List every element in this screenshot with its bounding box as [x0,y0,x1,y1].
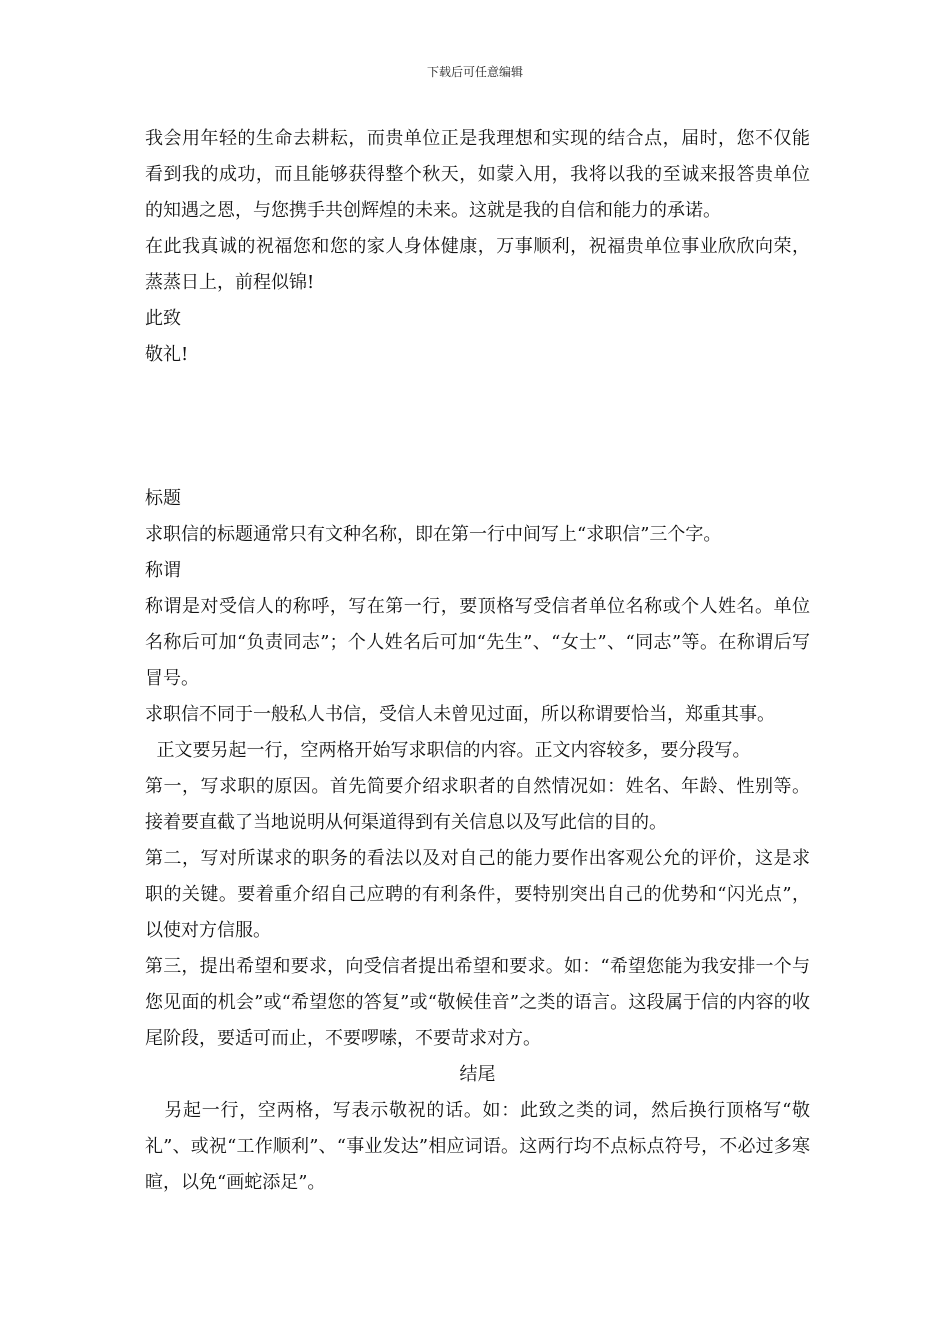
letter-paragraph: 我会用年轻的生命去耕耘，而贵单位正是我理想和实现的结合点，届时，您不仅能看到我的成功，而且能够获得整个秋天，如蒙入用，我将以我的至诚来报答贵单位的知遇之恩，与您携手共创辉煌的未来。这就是我的自信和能力的承诺。 [145,128,810,221]
page-header: 下载后可任意编辑 [426,65,523,79]
guide-paragraph: 求职信的标题通常只有文种名称，即在第一行中间写上“求职信”三个字。 [145,524,722,545]
guide-paragraph: 第二，写对所谋求的职务的看法以及对自己的能力要作出客观公允的评价，这是求职的关键。要着重介绍自己应聘的有利条件，要特别突出自己的优势和“闪光点”，以使对方信服。 [145,848,810,941]
section-heading-title: 标题 [145,488,181,509]
guide-paragraph: 第三，提出希望和要求，向受信者提出希望和要求。如：“希望您能为我安排一个与您见面的机会”或“希望您的答复”或“敬候佳音”之类的语言。这段属于信的内容的收尾阶段，要适可而止，不要啰嗦，不要苛求对方。 [145,956,810,1049]
letter-paragraph: 在此我真诚的祝福您和您的家人身体健康，万事顺利，祝福贵单位事业欣欣向荣，蒸蒸日上，前程似锦! [145,236,810,293]
writing-guide-section [145,481,810,1201]
letter-regards: 敬礼! [145,344,189,365]
section-heading-salutation: 称谓 [145,560,181,581]
guide-paragraph: 正文要另起一行，空两格开始写求职信的内容。正文内容较多，要分段写。 [145,740,751,761]
letter-closing-section [145,121,810,481]
guide-paragraph: 求职信不同于一般私人书信，受信人未曾见过面，所以称谓要恰当，郑重其事。 [145,704,775,725]
guide-paragraph: 称谓是对受信人的称呼，写在第一行，要顶格写受信者单位名称或个人姓名。单位名称后可加“负责同志”；个人姓名后可加“先生”、“女士”、“同志”等。在称谓后写冒号。 [145,596,810,689]
section-heading-ending: 结尾 [459,1064,496,1085]
letter-salutation: 此致 [145,308,181,329]
guide-paragraph: 另起一行，空两格，写表示敬祝的话。如：此致之类的词，然后换行顶格写“敬礼”、或祝“工作顺利”、“事业发达”相应词语。这两行均不点标点符号，不必过多寒暄，以免“画蛇添足”。 [145,1100,810,1193]
document-body [145,121,810,1201]
guide-paragraph: 第一，写求职的原因。首先简要介绍求职者的自然情况如：姓名、年龄、性别等。接着要直截了当地说明从何渠道得到有关信息以及写此信的目的。 [145,776,810,833]
